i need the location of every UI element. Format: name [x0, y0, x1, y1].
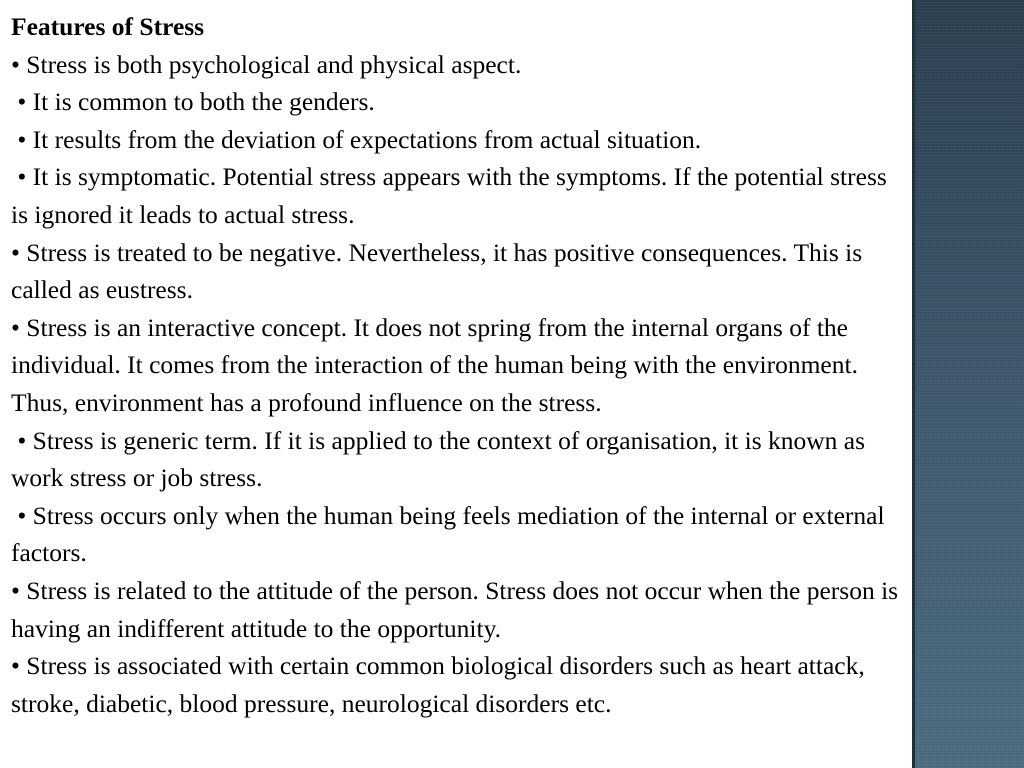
bullet-paragraph: • Stress is both psychological and physical aspect. [11, 49, 522, 79]
slide-content [11, 8, 909, 722]
bullet-paragraph: • Stress is associated with certain common biological disorders such as heart attack, stroke, diabetic, blood pressure, neurological disorders etc. [11, 651, 865, 718]
decorative-side-panel [912, 0, 1024, 768]
side-panel-edge [912, 0, 915, 768]
bullet-paragraph: • Stress occurs only when the human being feels mediation of the internal or external factors. [11, 500, 885, 568]
bullet-paragraph: • It is symptomatic. Potential stress appears with the symptoms. If the potential stress is ignored it leads to actual stress. [11, 162, 887, 229]
bullet-paragraph: • Stress is generic term. If it is applied to the context of organisation, it is known as work stress or job stress. [11, 425, 866, 493]
slide-title: Features of Stress [11, 12, 205, 41]
bullet-paragraph: • It results from the deviation of expectations from actual situation. [11, 124, 702, 154]
bullet-paragraph: • Stress is related to the attitude of the person. Stress does not occur when the person is having an indifferent attitude to the opportunity. [11, 575, 899, 643]
bullet-paragraph: • It is common to both the genders. [11, 87, 375, 117]
bullet-paragraph: • Stress is an interactive concept. It does not spring from the internal organs of the individual. It comes from the interaction of the human being with the environment. Thus, environment has a profound influence on the stress. [11, 312, 858, 417]
bullet-paragraph: • Stress is treated to be negative. Nevertheless, it has positive consequences. This is called as eustress. [11, 237, 863, 305]
